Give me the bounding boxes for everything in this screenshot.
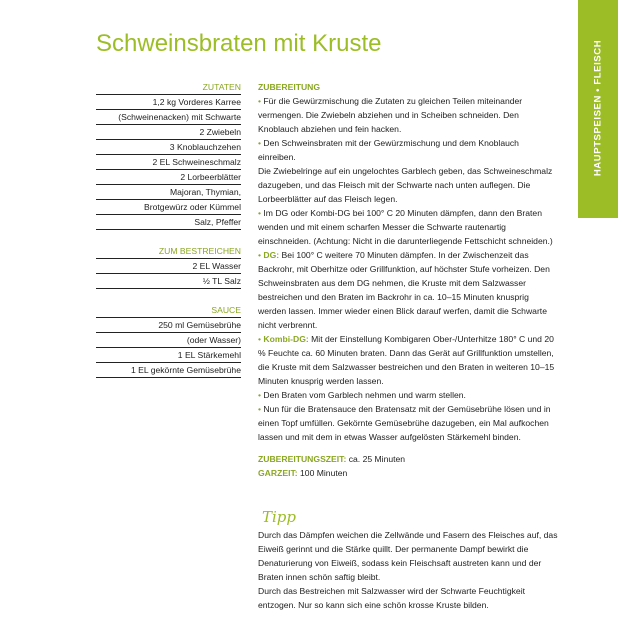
ingredient-item: (oder Wasser) <box>96 333 241 348</box>
bullet-icon: • <box>258 96 262 106</box>
sauce-heading: SAUCE <box>96 303 241 318</box>
step-keyword: Kombi-DG: <box>263 334 309 344</box>
bullet-icon: • <box>258 250 262 260</box>
bullet-icon: • <box>258 138 262 148</box>
ingredients-heading: ZUTATEN <box>96 80 241 95</box>
tip-section <box>258 508 558 612</box>
ingredient-item: (Schweinenacken) mit Schwarte <box>96 110 241 125</box>
category-label: HAUPTSPEISEN • FLEISCH <box>592 39 604 177</box>
ingredient-item: 2 Lorbeerblätter <box>96 170 241 185</box>
prep-step: Die Zwiebelringe auf ein ungelochtes Garblech geben, das Schweineschmalz dazugeben, und das Fleisch mit der Schwarte nach unten auflegen. Die Lorbeerblätter auf das Fleisch legen. <box>258 166 553 204</box>
prep-step: • Im DG oder Kombi-DG bei 100° C 20 Minuten dämpfen, dann den Braten wenden und mit einem scharfen Messer die Schwarte rautenartig einschneiden. (Achtung: Nicht in die darunterliegende Fettschicht schneiden.) <box>258 208 553 246</box>
step-keyword: DG: <box>263 250 280 260</box>
tip-paragraph: Durch das Bestreichen mit Salzwasser wird der Schwarte Feuchtigkeit entzogen. Nur so kann sich eine schön krosse Kruste bilden. <box>258 586 525 610</box>
ingredient-item: 2 Zwiebeln <box>96 125 241 140</box>
ingredient-item: 1 EL Stärkemehl <box>96 348 241 363</box>
ingredient-item: 2 EL Wasser <box>96 259 241 274</box>
timing-info <box>258 452 558 480</box>
category-band <box>578 0 618 218</box>
ingredient-item: Brotgewürz oder Kümmel <box>96 200 241 215</box>
cook-time: GARZEIT: 100 Minuten <box>258 468 348 478</box>
bullet-icon: • <box>258 208 262 218</box>
side-tab <box>578 0 618 624</box>
ingredient-item: 1 EL gekörnte Gemüsebrühe <box>96 363 241 378</box>
prep-time: ZUBEREITUNGSZEIT: ca. 25 Minuten <box>258 454 406 464</box>
ingredient-item: ½ TL Salz <box>96 274 241 289</box>
bullet-icon: • <box>258 404 262 414</box>
tip-heading: Tipp <box>262 508 297 526</box>
ingredients-list <box>96 80 241 378</box>
recipe-title: Schweinsbraten mit Kruste <box>96 30 382 57</box>
preparation-section <box>258 80 558 480</box>
prep-step-kombi: • Kombi-DG: Mit der Einstellung Kombigaren Ober-/Unterhitze 180° C und 20 % Feuchte ca. 60 Minuten braten. Dann das Gerät auf Grillfunktion umstellen, die Kruste mit dem Salzwasser bestreichen und den Braten in weiteren 10–15 Minuten knusprig werden lassen. <box>258 334 555 386</box>
prep-step: • Den Schweinsbraten mit der Gewürzmischung und dem Knoblauch einreiben. <box>258 138 519 162</box>
ingredient-item: 1,2 kg Vorderes Karree <box>96 95 241 110</box>
prep-step-dg: • DG: Bei 100° C weitere 70 Minuten dämpfen. In der Zwischenzeit das Backrohr, mit Oberhitze oder Grillfunktion, auf höchster Stufe vorheizen. Den Schweinsbraten aus dem DG nehmen, die Kruste mit dem Salzwasser bestreichen und den Braten im Backrohr in ca. 10–15 Minuten knusprig werden lassen. Immer wieder einen Blick darauf werfen, damit die Schwarte nicht verbrennt. <box>258 250 550 330</box>
ingredient-item: 2 EL Schweineschmalz <box>96 155 241 170</box>
ingredient-item: Majoran, Thymian, <box>96 185 241 200</box>
ingredient-item: Salz, Pfeffer <box>96 215 241 230</box>
ingredient-item: 250 ml Gemüsebrühe <box>96 318 241 333</box>
prep-step: • Für die Gewürzmischung die Zutaten zu gleichen Teilen miteinander vermengen. Die Zwiebeln abziehen und in Scheiben schneiden. Den Knoblauch abziehen und fein hacken. <box>258 96 523 134</box>
prep-step: • Den Braten vom Garblech nehmen und warm stellen. <box>258 390 466 400</box>
bullet-icon: • <box>258 334 262 344</box>
prep-step: • Nun für die Bratensauce den Bratensatz mit der Gemüsebrühe lösen und in einen Topf umfüllen. Gekörnte Gemüsebrühe dazugeben, ein Mal aufkochen lassen und mit dem in etwas Wasser aufgelösten Stärkemehl binden. <box>258 404 551 442</box>
preparation-heading: ZUBEREITUNG <box>258 82 321 92</box>
tip-paragraph: Durch das Dämpfen weichen die Zellwände und Fasern des Fleisches auf, das Eiweiß gerinnt und die Stärke quillt. Der permanente Dampf bewirkt die Denaturierung von Eiweiß, sodass kein Fleischsaft austreten kann und der Braten innen schön saftig bleibt. <box>258 530 558 582</box>
ingredient-item: 3 Knoblauchzehen <box>96 140 241 155</box>
brush-heading: ZUM BESTREICHEN <box>96 244 241 259</box>
bullet-icon: • <box>258 390 262 400</box>
